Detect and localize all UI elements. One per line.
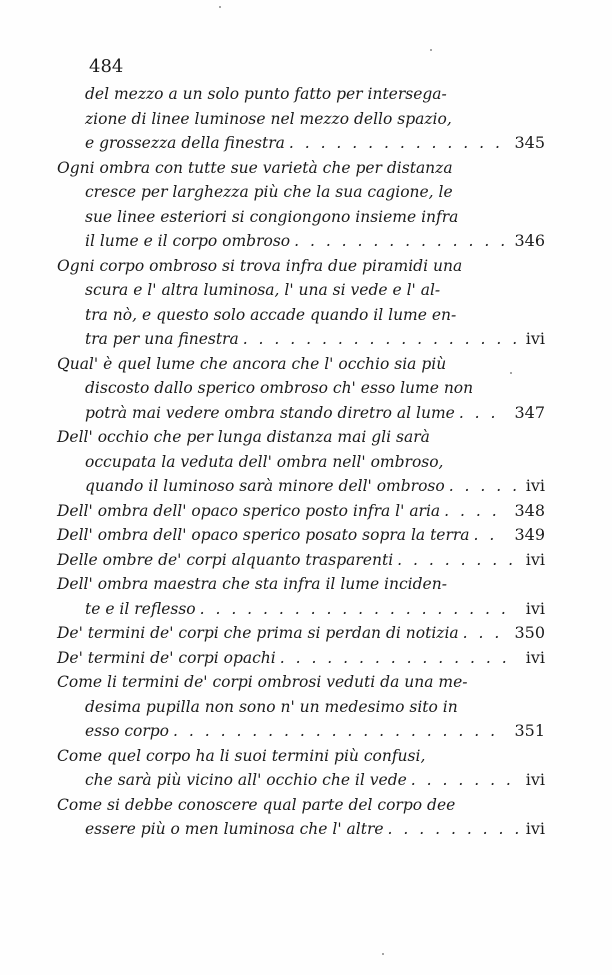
table-of-contents — [57, 82, 545, 842]
toc-line — [57, 523, 545, 548]
toc-line-text: potrà mai vedere ombra stando diretro al lume — [85, 403, 455, 422]
toc-line — [57, 695, 545, 720]
toc-line — [57, 621, 545, 646]
toc-line-text: Dell' occhio che per lunga distanza mai gli sarà — [57, 428, 430, 446]
dot-leader — [463, 621, 507, 646]
toc-line-text: Delle ombre de' corpi alquanto trasparenti — [57, 550, 394, 569]
dot-leader — [388, 817, 518, 842]
dot-leader — [449, 474, 518, 499]
dot-leader — [289, 131, 507, 156]
dot-leader — [280, 646, 518, 671]
toc-line-text: Ogni ombra con tutte sue varietà che per distanza — [57, 158, 453, 177]
toc-line — [57, 793, 545, 818]
toc-line — [57, 327, 545, 352]
toc-line — [57, 303, 545, 328]
toc-line-text: che sarà più vicino all' occhio che il vede — [85, 771, 407, 789]
toc-line — [57, 229, 545, 254]
toc-page-ref: ivi — [525, 329, 545, 348]
toc-line — [57, 719, 545, 744]
dot-leader — [397, 548, 518, 573]
toc-line-text: Come si debbe conoscere qual parte del corpo dee — [57, 795, 456, 814]
toc-page-ref: ivi — [525, 819, 545, 838]
toc-line — [57, 450, 545, 475]
toc-line — [57, 425, 545, 450]
print-speck — [510, 372, 512, 374]
toc-line — [57, 572, 545, 597]
toc-page-ref: 351 — [514, 721, 545, 740]
toc-line-text: Dell' ombra dell' opaco sperico posto infra l' aria — [57, 501, 441, 520]
toc-line-text: discosto dallo sperico ombroso ch' esso lume non — [85, 379, 474, 397]
dot-leader — [459, 401, 507, 426]
toc-line — [57, 597, 545, 622]
dot-leader — [294, 229, 506, 254]
toc-line-text: del mezzo a un solo punto fatto per intersega- — [85, 85, 447, 103]
toc-line-text: e grossezza della finestra — [85, 134, 285, 152]
dot-leader — [411, 768, 518, 793]
toc-line — [57, 499, 545, 524]
print-speck — [219, 6, 221, 8]
toc-line-text: esso corpo — [85, 722, 170, 740]
page-number: 484 — [89, 56, 124, 77]
toc-page-ref: ivi — [525, 549, 545, 569]
toc-line-text: essere più o men luminosa che l' altre — [85, 820, 384, 838]
toc-line — [57, 107, 545, 132]
print-speck — [382, 953, 384, 955]
toc-line-text: De' termini de' corpi che prima si perdan di notizia — [57, 624, 459, 642]
toc-page-ref: 349 — [514, 525, 545, 544]
toc-line — [57, 254, 545, 279]
toc-page-ref: 346 — [514, 231, 545, 250]
toc-line-text: tra nò, e questo solo accade quando il lume en- — [85, 305, 457, 324]
toc-line-text: zione di linee luminose nel mezzo dello spazio, — [85, 109, 452, 128]
toc-line — [57, 474, 545, 499]
toc-page-ref: 345 — [514, 133, 545, 152]
toc-line — [57, 82, 545, 107]
toc-line — [57, 180, 545, 205]
toc-page-ref: ivi — [525, 598, 545, 618]
toc-line — [57, 646, 545, 671]
dot-leader — [173, 719, 506, 744]
toc-line — [57, 744, 545, 769]
toc-line-text: Dell' ombra maestra che sta infra il lume inciden- — [57, 575, 447, 593]
toc-line-text: De' termini de' corpi opachi — [57, 648, 276, 667]
toc-page-ref: 348 — [514, 500, 545, 520]
toc-line-text: sue linee esteriori si congiongono insieme infra — [85, 207, 459, 226]
toc-line-text: Dell' ombra dell' opaco sperico posato sopra la terra — [57, 526, 470, 544]
toc-line — [57, 548, 545, 573]
dot-leader — [243, 327, 518, 352]
toc-line-text: Ogni corpo ombroso si trova infra due piramidi una — [57, 256, 463, 275]
dot-leader — [474, 523, 507, 548]
print-speck — [430, 49, 432, 51]
toc-line — [57, 352, 545, 377]
toc-line-text: Qual' è quel lume che ancora che l' occhio sia più — [57, 354, 447, 373]
toc-line — [57, 156, 545, 181]
toc-line-text: cresce per larghezza più che la sua cagione, le — [85, 183, 453, 201]
dot-leader — [200, 597, 518, 622]
toc-line — [57, 205, 545, 230]
toc-line — [57, 401, 545, 426]
toc-page-ref: 347 — [514, 402, 545, 422]
toc-line — [57, 278, 545, 303]
toc-line — [57, 768, 545, 793]
toc-line-text: desima pupilla non sono n' un medesimo sito in — [85, 697, 458, 716]
toc-line-text: il lume e il corpo ombroso — [85, 232, 291, 250]
toc-page-ref: ivi — [525, 647, 545, 667]
toc-line-text: te e il reflesso — [85, 599, 196, 618]
toc-line-text: scura e l' altra luminosa, l' una si vede e l' al- — [85, 281, 441, 299]
toc-page-ref: ivi — [525, 770, 545, 789]
dot-leader — [444, 499, 506, 524]
toc-line-text: quando il luminoso sarà minore dell' ombroso — [85, 477, 445, 495]
toc-page-ref: ivi — [525, 476, 545, 495]
toc-line — [57, 670, 545, 695]
toc-line — [57, 376, 545, 401]
toc-page-ref: 350 — [514, 623, 545, 642]
toc-line-text: Come quel corpo ha li suoi termini più confusi, — [57, 746, 426, 765]
toc-line-text: tra per una finestra — [85, 330, 239, 348]
toc-line-text: Come li termini de' corpi ombrosi veduti da una me- — [57, 673, 468, 691]
toc-line-text: occupata la veduta dell' ombra nell' ombroso, — [85, 452, 444, 471]
toc-line — [57, 817, 545, 842]
toc-line — [57, 131, 545, 156]
